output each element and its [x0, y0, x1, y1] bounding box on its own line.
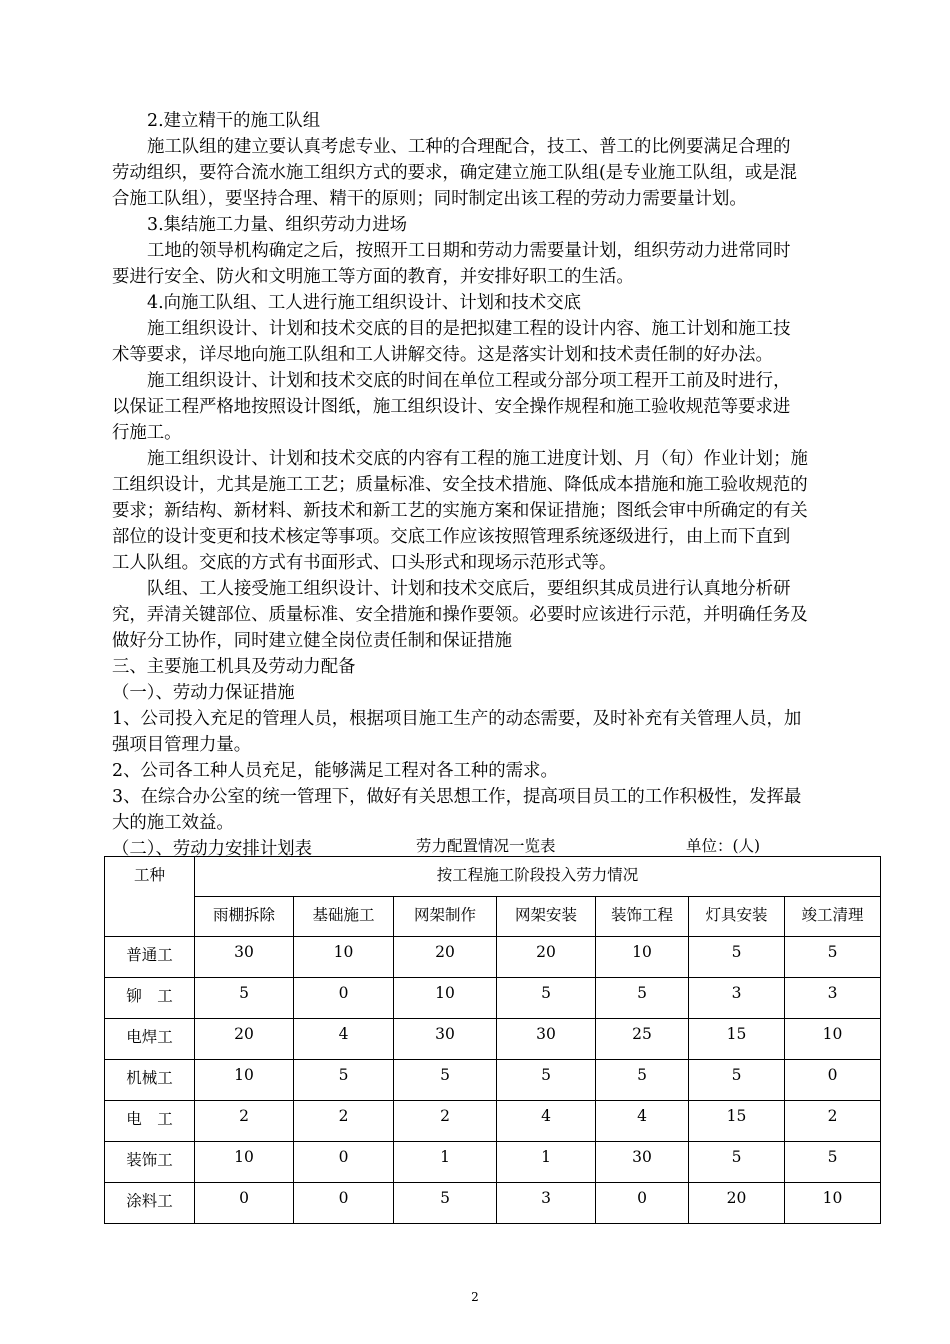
labor-table: [104, 856, 881, 1224]
list-item: 强项目管理力量。: [112, 735, 252, 755]
value-cell: 5: [689, 1142, 785, 1183]
value-cell: 10: [195, 1142, 294, 1183]
value-cell: 10: [394, 978, 497, 1019]
value-cell: 15: [689, 1101, 785, 1142]
phase-header: 雨棚拆除: [195, 897, 294, 937]
phase-header-row: [105, 897, 881, 937]
paragraph-line: 施工组织设计、计划和技术交底的目的是把拟建工程的设计内容、施工计划和施工技: [147, 319, 791, 339]
value-cell: 5: [689, 937, 785, 978]
value-cell: 20: [497, 937, 596, 978]
value-cell: 2: [394, 1101, 497, 1142]
table-row: [105, 937, 881, 978]
value-cell: 3: [497, 1183, 596, 1224]
phase-header: 网架制作: [394, 897, 497, 937]
subsection-heading: （一）、劳动力保证措施: [112, 683, 295, 703]
value-cell: 0: [294, 1142, 394, 1183]
paragraph-line: 合施工队组），要坚持合理、精干的原则；同时制定出该工程的劳动力需要量计划。: [112, 189, 747, 209]
trade-column-header: 工种: [105, 857, 195, 937]
paragraph-line: 部位的设计变更和技术核定等事项。交底工作应该按照管理系统逐级进行，由上而下直到: [112, 527, 791, 547]
paragraph-line: 行施工。: [112, 423, 182, 443]
value-cell: 30: [195, 937, 294, 978]
paragraph-line: 施工队组的建立要认真考虑专业、工种的合理配合，技工、普工的比例要满足合理的: [147, 137, 791, 157]
value-cell: 30: [394, 1019, 497, 1060]
trade-cell: 装饰工: [105, 1142, 195, 1183]
paragraph-line: 工地的领导机构确定之后，按照开工日期和劳动力需要量计划，组织劳动力进常同时: [147, 241, 791, 261]
page-number: 2: [471, 1290, 479, 1304]
value-cell: 20: [394, 937, 497, 978]
value-cell: 3: [689, 978, 785, 1019]
document-body: [112, 108, 862, 862]
value-cell: 0: [294, 1183, 394, 1224]
value-cell: 2: [785, 1101, 881, 1142]
trade-cell: 电 工: [105, 1101, 195, 1142]
value-cell: 30: [596, 1142, 689, 1183]
heading-2: 2.建立精干的施工队组: [147, 111, 321, 131]
value-cell: 20: [689, 1183, 785, 1224]
value-cell: 10: [785, 1019, 881, 1060]
phase-header: 基础施工: [294, 897, 394, 937]
value-cell: 0: [294, 978, 394, 1019]
paragraph-line: 劳动组织，要符合流水施工组织方式的要求，确定建立施工队组(是专业施工队组，或是混: [112, 163, 798, 183]
value-cell: 1: [394, 1142, 497, 1183]
trade-cell: 涂料工: [105, 1183, 195, 1224]
table-row: [105, 1101, 881, 1142]
table-unit: 单位：(人): [686, 837, 761, 855]
paragraph-line: 队组、工人接受施工组织设计、计划和技术交底后，要组织其成员进行认真地分析研: [147, 579, 791, 599]
paragraph-line: 要进行安全、防火和文明施工等方面的教育，并安排好职工的生活。: [112, 267, 634, 287]
value-cell: 10: [596, 937, 689, 978]
paragraph-line: 究，弄清关键部位、质量标准、安全措施和操作要领。必要时应该进行示范，并明确任务及: [112, 605, 808, 625]
value-cell: 5: [394, 1183, 497, 1224]
heading-4: 4.向施工队组、工人进行施工组织设计、计划和技术交底: [147, 293, 581, 313]
paragraph-line: 施工组织设计、计划和技术交底的时间在单位工程或分部分项工程开工前及时进行，: [147, 371, 791, 391]
table-row: [105, 1060, 881, 1101]
value-cell: 20: [195, 1019, 294, 1060]
list-item: 1、公司投入充足的管理人员，根据项目施工生产的动态需要，及时补充有关管理人员，加: [112, 709, 802, 729]
section-heading: 三、主要施工机具及劳动力配备: [112, 657, 356, 677]
phase-header: 灯具安装: [689, 897, 785, 937]
value-cell: 1: [497, 1142, 596, 1183]
trade-cell: 铆 工: [105, 978, 195, 1019]
paragraph-line: 做好分工协作，同时建立健全岗位责任制和保证措施: [112, 631, 512, 651]
table-row: [105, 1019, 881, 1060]
table-row: [105, 1183, 881, 1224]
value-cell: 4: [497, 1101, 596, 1142]
value-cell: 10: [785, 1183, 881, 1224]
value-cell: 0: [785, 1060, 881, 1101]
value-cell: 0: [195, 1183, 294, 1224]
list-item: 大的施工效益。: [112, 813, 234, 833]
phase-header: 装饰工程: [596, 897, 689, 937]
value-cell: 0: [596, 1183, 689, 1224]
table-row: [105, 978, 881, 1019]
value-cell: 5: [785, 1142, 881, 1183]
value-cell: 5: [596, 978, 689, 1019]
value-cell: 5: [785, 937, 881, 978]
value-cell: 30: [497, 1019, 596, 1060]
table-row: [105, 1142, 881, 1183]
value-cell: 25: [596, 1019, 689, 1060]
paragraph-line: 要求；新结构、新材料、新技术和新工艺的实施方案和保证措施；图纸会审中所确定的有关: [112, 501, 808, 521]
value-cell: 10: [294, 937, 394, 978]
value-cell: 5: [497, 1060, 596, 1101]
value-cell: 5: [394, 1060, 497, 1101]
value-cell: 5: [689, 1060, 785, 1101]
paragraph-line: 施工组织设计、计划和技术交底的内容有工程的施工进度计划、月（旬）作业计划；施: [147, 449, 808, 469]
value-cell: 5: [195, 978, 294, 1019]
phase-header: 竣工清理: [785, 897, 881, 937]
paragraph-line: 工人队组。交底的方式有书面形式、口头形式和现场示范形式等。: [112, 553, 617, 573]
heading-3: 3.集结施工力量、组织劳动力进场: [147, 215, 408, 235]
paragraph-line: 工组织设计，尤其是施工工艺；质量标准、安全技术措施、降低成本措施和施工验收规范的: [112, 475, 808, 495]
list-item: 3、在综合办公室的统一管理下，做好有关思想工作，提高项目员工的工作积极性，发挥最: [112, 787, 802, 807]
phase-group-header: 按工程施工阶段投入劳力情况: [195, 857, 881, 897]
value-cell: 5: [294, 1060, 394, 1101]
value-cell: 4: [596, 1101, 689, 1142]
paragraph-line: 以保证工程严格地按照设计图纸，施工组织设计、安全操作规程和施工验收规范等要求进: [112, 397, 791, 417]
value-cell: 10: [195, 1060, 294, 1101]
list-item: 2、公司各工种人员充足，能够满足工程对各工种的需求。: [112, 761, 558, 781]
paragraph-line: 术等要求，详尽地向施工队组和工人讲解交待。这是落实计划和技术责任制的好办法。: [112, 345, 773, 365]
phase-header: 网架安装: [497, 897, 596, 937]
value-cell: 3: [785, 978, 881, 1019]
trade-cell: 普通工: [105, 937, 195, 978]
table-header-row: [105, 857, 881, 897]
value-cell: 2: [195, 1101, 294, 1142]
value-cell: 5: [497, 978, 596, 1019]
value-cell: 2: [294, 1101, 394, 1142]
value-cell: 4: [294, 1019, 394, 1060]
subsection-heading: （二）、劳动力安排计划表: [112, 839, 312, 859]
trade-cell: 电焊工: [105, 1019, 195, 1060]
value-cell: 5: [596, 1060, 689, 1101]
trade-cell: 机械工: [105, 1060, 195, 1101]
table-title: 劳力配置情况一览表: [416, 837, 556, 855]
value-cell: 15: [689, 1019, 785, 1060]
